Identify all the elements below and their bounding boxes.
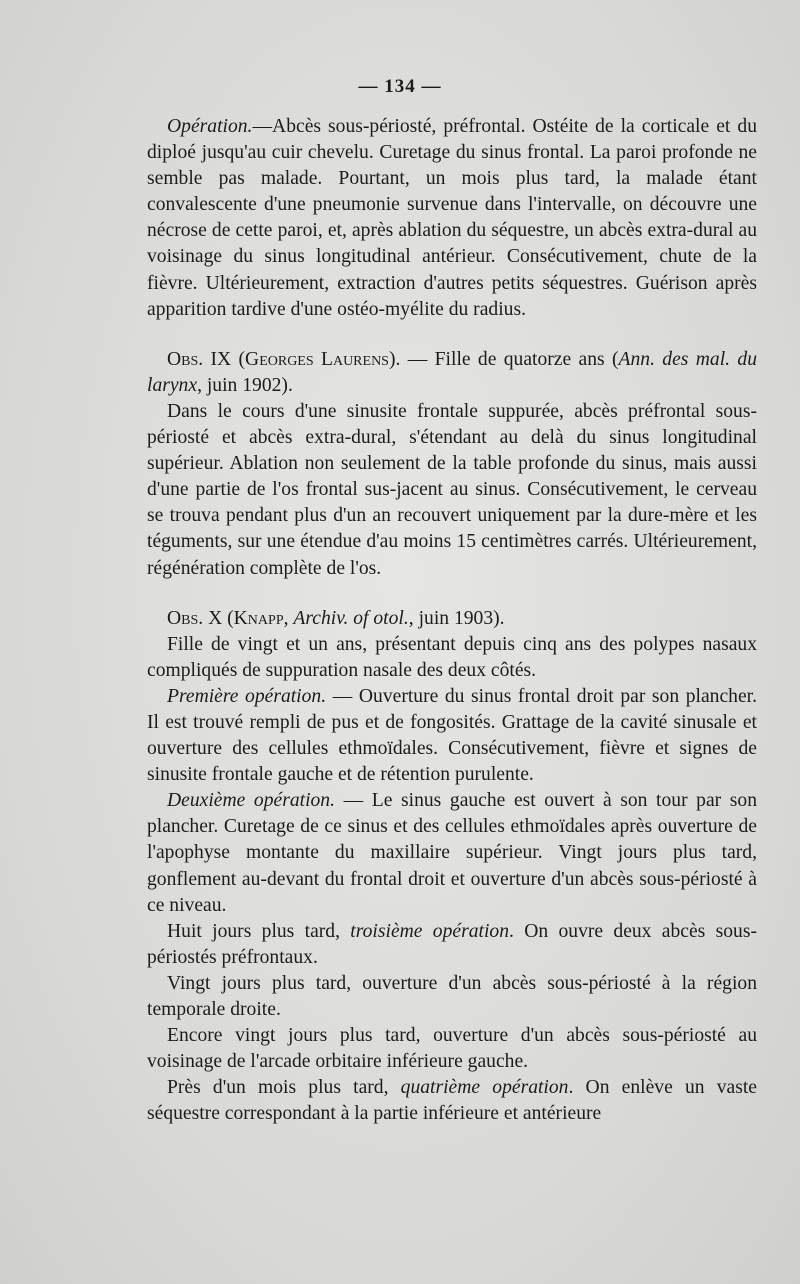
paragraph — [147, 399, 757, 582]
paragraph — [147, 1023, 757, 1075]
text-run: ). — Fille de quatorze ans ( — [388, 348, 619, 370]
italic-text: troisième opération — [350, 920, 509, 942]
italic-text: Deuxième opération. — [167, 790, 336, 812]
text-run: Près d'un mois plus tard, — [167, 1077, 401, 1099]
text-run: , juin 1902). — [197, 374, 293, 396]
page-number: — 134 — — [358, 76, 442, 97]
text-run: Fille de vingt et un ans, présentant depuis cinq ans des polypes nasaux compliqués de suppuration nasale des deux côtés. — [147, 633, 757, 681]
text-run: Laurens — [320, 348, 389, 370]
text-run: Obs. IX (Georges — [167, 348, 321, 370]
text-run: Huit jours plus tard, — [167, 920, 351, 942]
text-run: . On ouvre deux abcès sous-périostés préfrontaux. — [147, 920, 757, 968]
paragraph-gap — [147, 582, 757, 606]
text-run: Vingt jours plus tard, ouverture d'un abcès sous-périosté à la région temporale droite. — [147, 972, 757, 1020]
paragraph — [147, 788, 757, 918]
italic-text: Première opération. — [167, 685, 327, 707]
italic-text: Ann. des mal. du larynx — [147, 348, 757, 396]
text-run: — Ouverture du sinus frontal droit par son plancher. Il est trouvé rempli de pus et de fongosités. Grattage de la cavité sinusale et ouverture des cellules ethmoïdales. Consécutivement, fièvre et signes de sinusite frontale gauche et de rétention purulente. — [147, 685, 757, 786]
text-run: Knapp — [233, 607, 284, 629]
paragraph — [147, 919, 757, 971]
paragraph — [147, 684, 757, 788]
text-run: —Abcès sous-périosté, préfrontal. Ostéite de la corticale et du diploé jusqu'au cuir chevelu. Curetage du sinus frontal. La paroi profonde ne semble pas malade. Pourtant, un mois plus tard, la malade étant convalescente d'une pneumonie survenue dans l'intervalle, on découvre une nécrose de cette paroi, et, après ablation du séquestre, un abcès extra-dural au voisinage du sinus longitudinal antérieur. Consécutivement, chute de la fièvre. Ultérieurement, extraction d'autres petits séquestres. Guérison après apparition tardive d'une ostéo-myélite du radius. — [147, 116, 757, 320]
paragraph — [147, 114, 757, 323]
italic-text: quatrième opération — [400, 1077, 569, 1099]
paragraph — [147, 971, 757, 1023]
text-run: , — [283, 607, 294, 629]
paragraph — [147, 347, 757, 399]
italic-text: Archiv. of otol. — [293, 607, 409, 629]
text-run: Obs. X ( — [167, 607, 234, 629]
text-run: — Le sinus gauche est ouvert à son tour par son plancher. Curetage de ce sinus et des cellules ethmoïdales après ouverture de l'apophyse montante du maxillaire supérieur. Vingt jours plus tard, gonflement au-devant du frontal droit et ouverture d'un abcès sous-périosté à ce niveau. — [147, 790, 757, 916]
text-run: . On enlève un vaste séquestre correspondant à la partie inférieure et antérieure — [147, 1077, 757, 1125]
text-run: , juin 1903). — [408, 607, 505, 629]
paragraph — [147, 1075, 757, 1127]
body-text — [147, 114, 757, 1127]
paragraph-gap — [147, 323, 757, 347]
text-run: Dans le cours d'une sinusite frontale suppurée, abcès préfrontal sous-périosté et abcès extra-dural, s'étendant au delà du sinus longitudinal supérieur. Ablation non seulement de la table profonde du sinus, mais aussi d'une partie de l'os frontal sus-jacent au sinus. Consécutivement, le cerveau se trouva pendant plus d'un an recouvert uniquement par la dure-mère et les téguments, sur une étendue d'au moins 15 centimètres carrés. Ultérieurement, régénération complète de l'os. — [147, 400, 757, 579]
paragraph — [147, 606, 757, 632]
paragraph — [147, 632, 757, 684]
italic-text: Opération. — [167, 116, 253, 137]
text-run: Encore vingt jours plus tard, ouverture d'un abcès sous-périosté au voisinage de l'arcade orbitaire inférieure gauche. — [147, 1025, 757, 1073]
